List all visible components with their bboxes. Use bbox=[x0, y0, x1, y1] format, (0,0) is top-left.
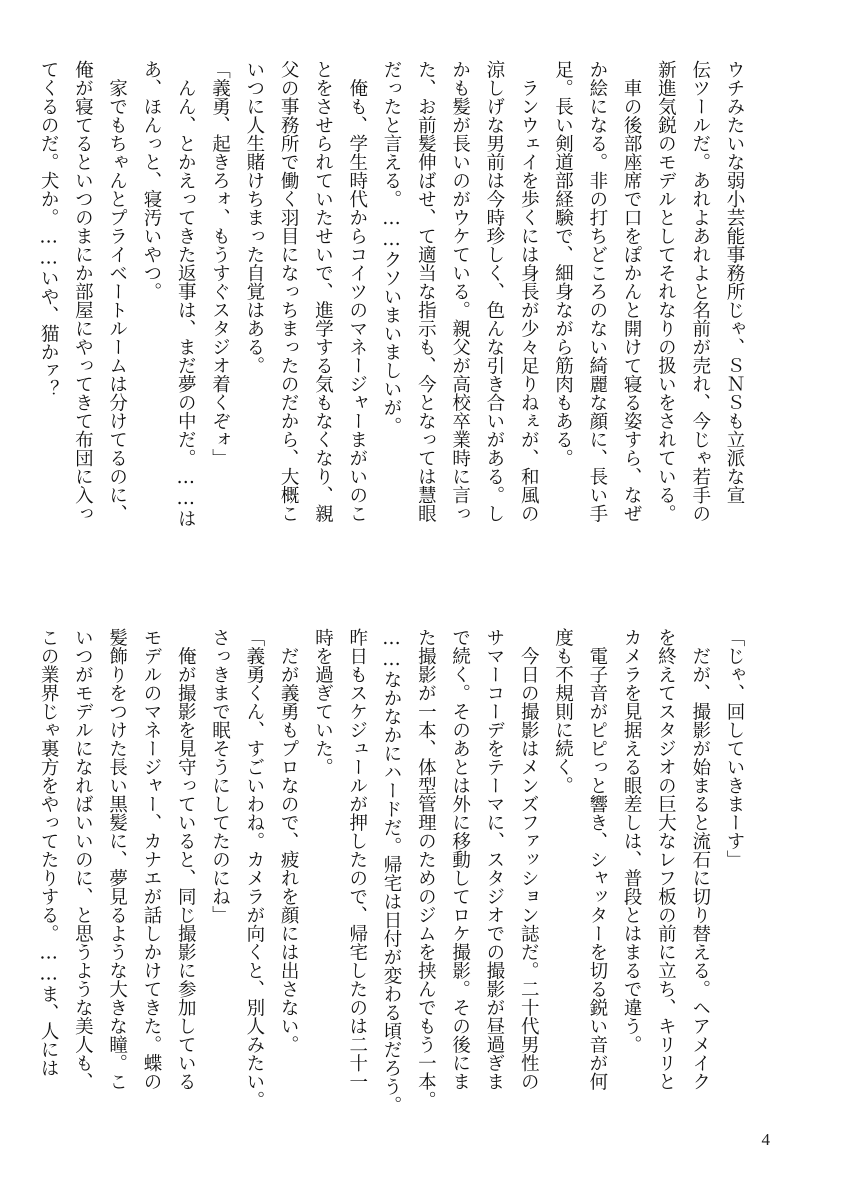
text-line: いつに人生賭けちまった自覚はある。 bbox=[243, 60, 265, 375]
text-line: 涼しげな男前は今時珍しく、色んな引き合いがある。し bbox=[483, 60, 505, 523]
text-line: かも髪が長いのがウケている。親父が高校卒業時に言っ bbox=[449, 60, 471, 523]
text-block-top bbox=[38, 60, 751, 560]
text-line: 度も不規則に続く。 bbox=[552, 628, 574, 795]
text-line: だが、撮影が始まると流石に切り替える。ヘアメイク bbox=[689, 628, 711, 1091]
text-line: 足。長い剣道部経験で、細身ながら筋肉もある。 bbox=[552, 60, 574, 467]
text-line: さっきまで眠そうにしてたのにね」 bbox=[209, 628, 231, 924]
text-line: た、お前髪伸ばせ、て適当な指示も、今となっては慧眼 bbox=[415, 60, 437, 523]
text-line: この業界じゃ裏方をやってたりする。……ま、人には bbox=[38, 628, 60, 1077]
text-block-bottom bbox=[38, 628, 751, 1128]
text-line: か絵になる。非の打ちどころのない綺麗な顔に、長い手 bbox=[586, 60, 608, 523]
text-line: 俺が寝てるといつのまにか部屋にやってきて布団に入っ bbox=[72, 60, 94, 523]
text-line: だが義勇もプロなので、疲れを顔には出さない。 bbox=[278, 628, 300, 1054]
text-line: 新進気鋭のモデルとしてそれなりの扱いをされている。 bbox=[655, 60, 677, 523]
page-number: 4 bbox=[761, 1130, 770, 1149]
text-line: てくるのだ。犬か。……いや、猫かァ？ bbox=[38, 60, 60, 398]
text-line: 父の事務所で働く羽目になっちまったのだから、大概こ bbox=[278, 60, 300, 523]
text-line: 俺も、学生時代からコイツのマネージャーまがいのこ bbox=[346, 60, 368, 523]
text-line: 今日の撮影はメンズファッション誌だ。二十代男性の bbox=[518, 628, 540, 1091]
text-line: で続く。そのあとは外に移動してロケ撮影。その後にま bbox=[449, 628, 471, 1091]
text-line: モデルのマネージャー、カナエが話しかけてきた。蝶の bbox=[140, 628, 162, 1091]
text-line: 髪飾りをつけた長い黒髪に、夢見るような大きな瞳。こ bbox=[106, 628, 128, 1091]
text-line: ウチみたいな弱小芸能事務所じゃ、ＳＮＳも立派な宣 bbox=[724, 60, 745, 504]
text-line: 車の後部座席で口をぽかんと開けて寝る姿すら、なぜ bbox=[621, 60, 643, 523]
text-line: ランウェイを歩くには身長が少々足りねぇが、和風の bbox=[518, 60, 540, 523]
text-line: カメラを見据える眼差しは、普段とはまるで違う。 bbox=[621, 628, 643, 1054]
text-line: んん、とかえってきた返事は、まだ夢の中だ。……は bbox=[175, 60, 197, 528]
text-line: 電子音がピピっと響き、シャッターを切る鋭い音が何 bbox=[586, 628, 608, 1091]
text-line: を終えてスタジオの巨大なレフ板の前に立ち、キリリと bbox=[655, 628, 677, 1091]
text-line: 「じゃ、回していきまーす」 bbox=[724, 628, 745, 869]
text-line: だったと言える。……クソいまいましいが。 bbox=[381, 60, 403, 435]
text-line: 「義勇くん、すごいわね。カメラが向くと、別人みたい。 bbox=[243, 628, 265, 1109]
text-line: あ、ほんっと、寝汚いやつ。 bbox=[140, 60, 162, 301]
text-line: ……なかなかにハードだ。帰宅は日付が変わる頃だろう。 bbox=[381, 628, 403, 1114]
text-line: 時を過ぎていた。 bbox=[312, 628, 334, 776]
text-line: 家でもちゃんとプライベートルームは分けてるのに、 bbox=[106, 60, 128, 523]
text-line: 伝ツールだ。あれよあれよと名前が売れ、今じゃ若手の bbox=[689, 60, 711, 523]
text-line: た撮影が一本、体型管理のためのジムを挟んでもう一本。 bbox=[415, 628, 437, 1109]
text-line: サマーコーデをテーマに、スタジオでの撮影が昼過ぎま bbox=[483, 628, 505, 1091]
text-line: 俺が撮影を見守っていると、同じ撮影に参加している bbox=[175, 628, 197, 1091]
text-line: とをさせられていたせいで、進学する気もなくなり、親 bbox=[312, 60, 334, 523]
text-line: 昨日もスケジュールが押したので、帰宅したのは二十一 bbox=[346, 628, 368, 1091]
text-line: いつがモデルになればいいのに、と思うような美人も、 bbox=[72, 628, 94, 1091]
text-line: 「義勇、起きろォ、もうすぐスタジオ着くぞォ」 bbox=[209, 60, 231, 467]
